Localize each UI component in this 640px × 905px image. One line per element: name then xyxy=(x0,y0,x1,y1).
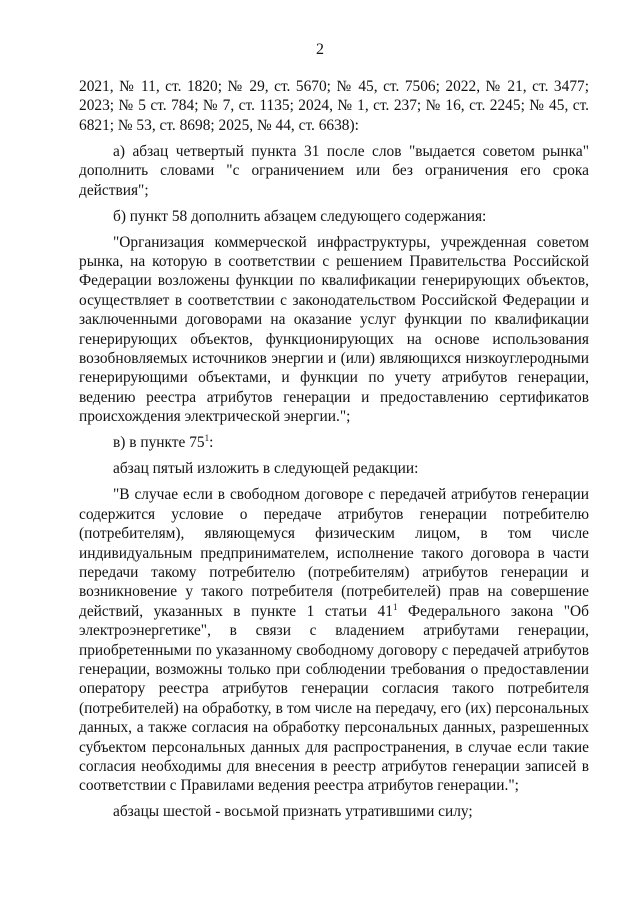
item-v-superscript: 1 xyxy=(204,433,210,444)
page-number: 2 xyxy=(316,41,324,58)
quote-75-part-b: Федерального закона "Об электроэнергетике", в связи с владением атрибутами генерации, приобретенными по указанному свободному договору с передачей атрибутов генерации, возможны только при соблюдении требования о предоставлении оператору реестра атрибутов генерации согласия такого потребителя (потребителей) на обработку, в том числе на передачу, его (их) персональных данных, а также согласия на обработку персональных данных, разрешенных субъектом персональных данных для распространения, в случае если такие согласия необходимы для внесения в реестр атрибутов генерации записей в соответствии с Правилами ведения реестра атрибутов генерации."; xyxy=(79,602,589,795)
document-body xyxy=(79,77,589,828)
quote-75-superscript: 1 xyxy=(392,601,398,612)
paragraph-item-a: а) абзац четвертый пункта 31 после слов "выдается советом рынка" дополнить словами "с ограничением или без ограничения его срока действия"; xyxy=(79,142,589,199)
paragraph-citation: 2021, № 11, ст. 1820; № 29, ст. 5670; № 45, ст. 7506; 2022, № 21, ст. 3477; 2023; № 5 ст. 784; № 7, ст. 1135; 2024, № 1, ст. 237; № 16, ст. 2245; № 45, ст. 6821; № 53, ст. 8698; 2025, № 44, ст. 6638): xyxy=(79,78,589,134)
paragraph-repeal: абзацы шестой - восьмой признать утратившими силу; xyxy=(113,803,473,821)
paragraph-item-v xyxy=(79,433,589,452)
paragraph-quote-75 xyxy=(79,485,589,796)
quote-75-part-a: "В случае если в свободном договоре с передачей атрибутов генерации содержится условие о передаче атрибутов генерации потребителю (потребителям), являющемуся физическим лицом, в том числе индивидуальным предпринимателем, исполнение такого договора в части передачи такому потребителю (потребителям) атрибутов генерации и возникновение у такого потребителя (потребителей) прав на совершение действий, указанных в пункте 1 статьи 41 xyxy=(79,486,589,620)
paragraph-abzac-5: абзац пятый изложить в следующей редакции: xyxy=(113,460,419,478)
paragraph-quote-58: "Организация коммерческой инфраструктуры, учрежденная советом рынка, на которую в соответствии с решением Правительства Российской Федерации возложены функции по квалификации генерирующих объектов, осуществляет в соответствии с законодательством Российской Федерации и заключенными договорами на оказание услуг функции по квалификации генерирующих объектов, функционирующих на основе использования возобновляемых источников энергии и (или) являющихся низкоуглеродными генерирующими объектами, и функции по учету атрибутов генерации, ведению реестра атрибутов генерации и предоставлению сертификатов происхождения электрической энергии."; xyxy=(79,233,589,426)
item-v-tail: : xyxy=(209,434,214,452)
paragraph-item-b: б) пункт 58 дополнить абзацем следующего содержания: xyxy=(113,207,487,225)
item-v-text: в) в пункте 75 xyxy=(113,434,205,452)
